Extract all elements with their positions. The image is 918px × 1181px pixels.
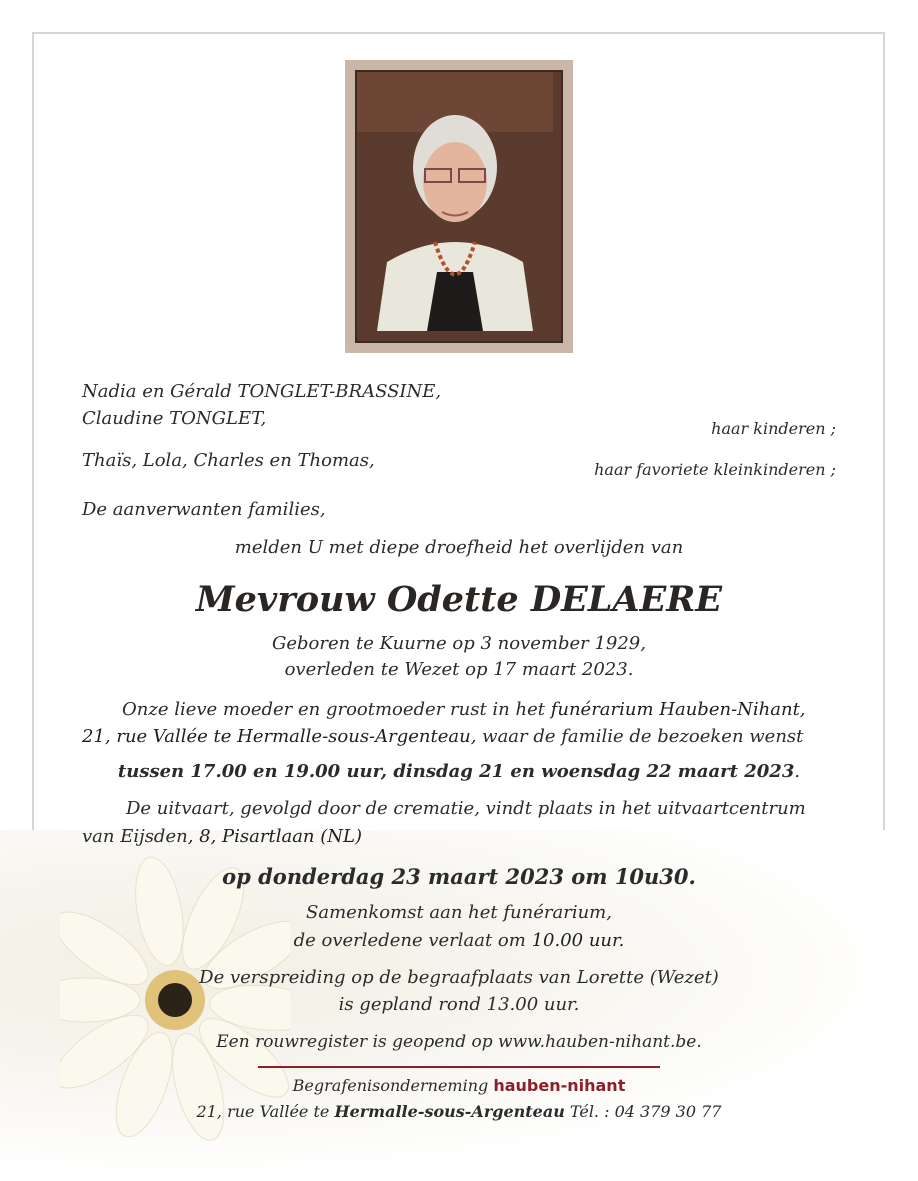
funerarium-name: funérarium Hauben-Nihant, [550, 699, 806, 720]
company-street: 21, rue Vallée te [196, 1102, 335, 1121]
gathering-line: Samenkomst aan het funérarium, [306, 902, 612, 923]
funeral-line-1: De uitvaart, gevolgd door de crematie, vindt plaats in het uitvaartcentrum [126, 798, 806, 819]
footer-divider [258, 1066, 660, 1068]
grandchildren-role: haar favoriete kleinkinderen ; [594, 460, 836, 479]
death-line: overleden te Wezet op 17 maart 2023. [284, 659, 634, 680]
portrait-image [357, 72, 553, 331]
visitation-times [0, 761, 918, 783]
company-town: Hermalle-sous-Argenteau [334, 1102, 565, 1121]
scattering-line-2: is gepland rond 13.00 uur. [338, 994, 580, 1015]
departure-time: 10.00 uur. [531, 930, 625, 951]
company-line [0, 1075, 918, 1097]
relatives-line: De aanverwanten families, [82, 499, 326, 520]
funeral-date: op donderdag 23 maart 2023 om 10u30. [222, 864, 696, 889]
visitation-line-2 [82, 726, 803, 748]
company-brand-logo: hauben-nihant [493, 1076, 626, 1095]
grandchildren-names: Thaïs, Lola, Charles en Thomas, [82, 450, 375, 471]
register-line: Een rouwregister is geopend op www.hauben-nihant.be. [216, 1032, 702, 1052]
scattering-line-1: De verspreiding op de begraafplaats van Lorette (Wezet) [199, 967, 719, 988]
visitation-line-1 [122, 699, 806, 721]
funeral-line-2 [82, 826, 362, 848]
visitation-times-period: . [794, 761, 801, 782]
visitation-line-1-text: Onze lieve moeder en grootmoeder rust in het [122, 699, 551, 720]
deceased-name: Mevrouw Odette DELAERE [195, 579, 723, 620]
children-role: haar kinderen ; [711, 419, 836, 438]
portrait-photo [355, 70, 563, 343]
funeral-location: van Eijsden [82, 826, 188, 847]
company-phone: Tél. : 04 379 30 77 [564, 1102, 722, 1121]
company-address-line [0, 1101, 918, 1123]
departure-line [0, 930, 918, 952]
announcement-intro: melden U met diepe droefheid het overlijden van [234, 537, 684, 558]
portrait-frame [345, 60, 573, 353]
company-label: Begrafenisonderneming [292, 1076, 494, 1095]
visitation-times-text: tussen 17.00 en 19.00 uur, dinsdag 21 en woensdag 22 maart 2023 [117, 761, 795, 782]
birth-line: Geboren te Kuurne op 3 november 1929, [272, 633, 646, 654]
children-names-2: Claudine TONGLET, [82, 408, 267, 429]
children-names-1: Nadia en Gérald TONGLET-BRASSINE, [82, 381, 442, 402]
funerarium-address: 21, rue Vallée te Hermalle-sous-Argenteau, [82, 726, 477, 747]
visitation-line-2-text: waar de familie de bezoeken wenst [476, 726, 804, 747]
departure-text: de overledene verlaat om [293, 930, 532, 951]
funeral-address: , 8, Pisartlaan (NL) [187, 826, 362, 847]
